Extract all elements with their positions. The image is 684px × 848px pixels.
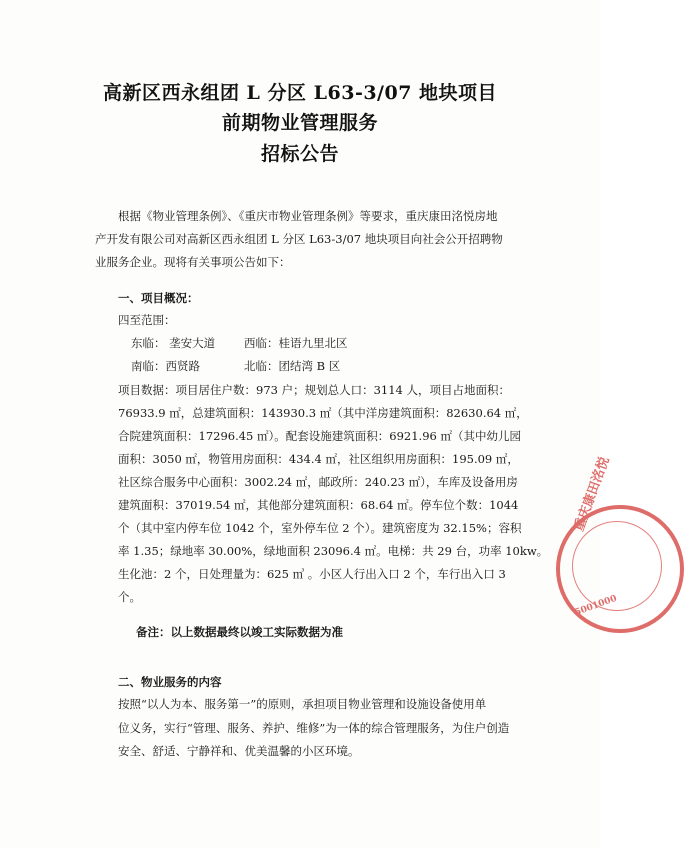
boundary-north: 北临：团结湾 B 区 <box>244 359 341 373</box>
section-2-line-3: 安全、舒适、宁静祥和、优美温馨的小区环境。 <box>118 744 360 758</box>
section-2-line-2: 位义务，实行“管理、服务、养护、维修”为一体的综合管理服务，为住户创造 <box>118 721 510 735</box>
boundary-east: 东临： 垄安大道 <box>131 336 216 350</box>
data-note: 备注：以上数据最终以竣工实际数据为准 <box>136 625 343 639</box>
intro-line-2: 产开发有限公司对高新区西永组团 L 分区 L63-3/07 地块项目向社会公开招聘物 <box>95 232 503 246</box>
intro-line-1: 根据《物业管理条例》、《重庆市物业管理条例》等要求，重庆康田洺悦房地 <box>118 209 498 223</box>
boundary-west: 西临：桂语九里北区 <box>244 336 348 350</box>
project-data-line-10: 个。 <box>118 590 141 604</box>
seal-text-b: 5001000 <box>573 593 619 619</box>
seal-text-a: 重庆康田洺悦 <box>571 455 613 534</box>
section-2-line-1: 按照“以人为本、服务第一”的原则，承担项目物业管理和设施设备使用单 <box>118 697 487 711</box>
project-data-line-4: 面积：3050 ㎡，物管用房面积：434.4 ㎡，社区组织用房面积：195.09 ㎡， <box>118 452 519 466</box>
title-line-2: 前期物业管理服务 <box>221 112 378 134</box>
project-data-line-3: 合院建筑面积：17296.45 ㎡）。配套设施建筑面积：6921.96 ㎡（其中幼儿园 <box>118 429 521 443</box>
title-line-3: 招标公告 <box>260 143 339 165</box>
project-data-line-9: 生化池：2 个，日处理量为：625 ㎥ 。小区人行出入口 2 个，车行出入口 3 <box>118 567 506 581</box>
intro-line-3: 业服务企业。现将有关事项公告如下： <box>95 255 291 269</box>
seal-inner-ring <box>572 521 662 611</box>
project-data-line-1: 项目数据：项目居住户数：973 户；规划总人口：3114 人，项目占地面积： <box>118 383 511 397</box>
section-1-heading: 一、项目概况： <box>118 291 199 305</box>
project-data-line-5: 社区综合服务中心面积：3002.24 ㎡，邮政所：240.23 ㎡），车库及设备用房 <box>118 475 518 489</box>
company-seal <box>556 455 684 633</box>
scope-label: 四至范围： <box>118 313 176 327</box>
project-data-line-7: 个（其中室内停车位 1042 个，室外停车位 2 个）。建筑密度为 32.15%；容积 <box>118 521 522 535</box>
project-data-line-8: 率 1.35；绿地率 30.00%，绿地面积 23096.4 ㎡。电梯：共 29 台，功率 10kw。 <box>118 544 549 558</box>
project-data-line-2: 76933.9 ㎡，总建筑面积：143930.3 ㎡（其中洋房建筑面积：82630.64 ㎡， <box>118 406 528 420</box>
section-2-heading: 二、物业服务的内容 <box>118 675 222 689</box>
project-data-line-6: 建筑面积：37019.54 ㎡，其他部分建筑面积：68.64 ㎡。停车位个数：1044 <box>118 498 519 512</box>
boundary-south: 南临：西贤路 <box>131 359 200 373</box>
title-line-1: 高新区西永组团 L 分区 L63-3/07 地块项目 <box>102 82 498 104</box>
